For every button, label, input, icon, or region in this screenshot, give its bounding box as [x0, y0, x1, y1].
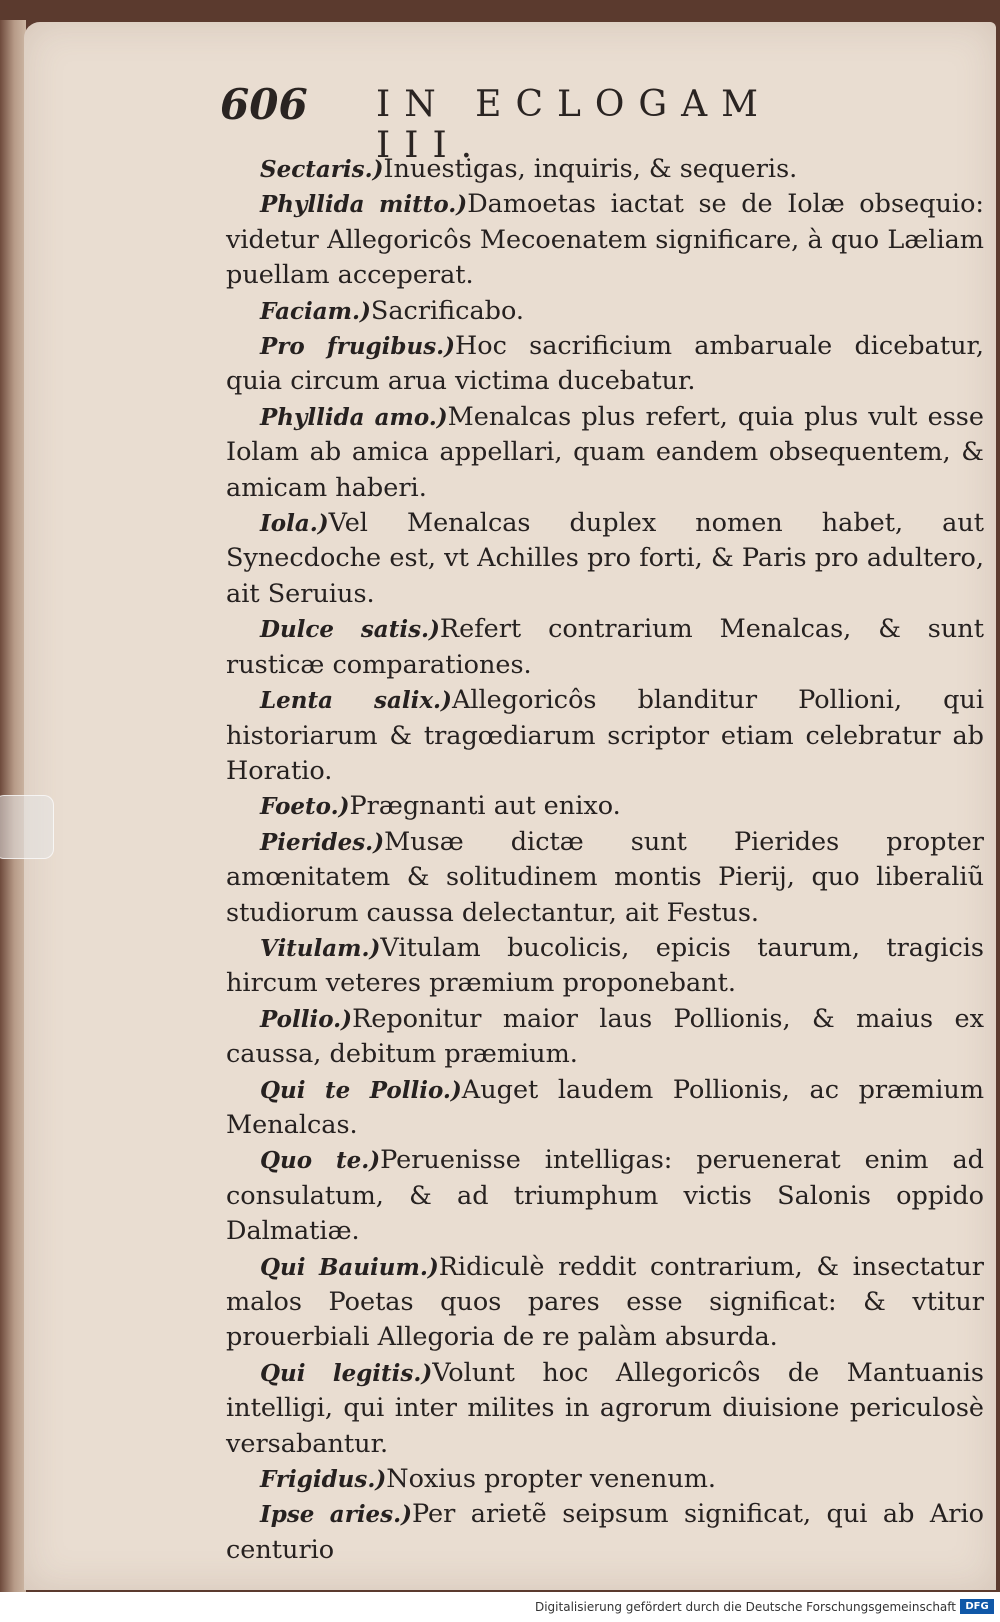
gloss: Prægnanti aut enixo. [349, 791, 621, 822]
entry [226, 329, 984, 400]
entry [226, 294, 984, 329]
gloss: Inuestigas, inquiris, & sequeris. [383, 154, 798, 184]
lemma: Iola.) [260, 510, 329, 538]
entry [226, 825, 984, 931]
entry [226, 1073, 984, 1144]
gloss: Noxius propter venenum. [386, 1464, 717, 1495]
gloss: Per arietẽ seipsum significat, qui ab Ario centurio [226, 1499, 984, 1565]
lemma: Dulce satis.) [260, 616, 440, 644]
gloss: Sacrificabo. [370, 295, 524, 326]
page-clip [0, 795, 54, 859]
entry [226, 1250, 984, 1356]
gloss: Hoc sacrificium ambaruale dicebatur, quia circum arua victima ducebatur. [226, 331, 984, 397]
gloss: Menalcas plus refert, quia plus vult esse Iolam ab amica appellari, quam eandem obsequentem, & amicam haberi. [226, 401, 984, 503]
lemma: Ipse aries.) [260, 1501, 413, 1529]
lemma: Vitulam.) [260, 934, 381, 962]
entry [226, 683, 984, 789]
entry [226, 1462, 984, 1497]
entry [226, 789, 984, 824]
running-title: IN ECLOGAM III. [376, 84, 773, 166]
lemma: Sectaris.) [260, 156, 384, 183]
funding-credit: Digitalisierung gefördert durch die Deutsche Forschungsgemeinschaft [534, 1600, 956, 1614]
gloss: Reponitur maior laus Pollionis, & maius ex caussa, debitum præmium. [226, 1003, 984, 1070]
entry [226, 152, 984, 187]
lemma: Qui Bauium.) [260, 1253, 439, 1281]
entry [226, 612, 984, 683]
gloss: Vel Menalcas duplex nomen habet, aut Synecdoche est, vt Achilles pro forti, & Paris pro adultero, ait Seruius. [226, 508, 984, 609]
gloss: Refert contrarium Menalcas, & sunt rusticæ comparationes. [226, 614, 984, 680]
dfg-logo-icon: DFG [960, 1599, 994, 1614]
entry [226, 400, 984, 506]
digitization-footer [0, 1592, 1000, 1622]
page-number: 606 [220, 80, 308, 129]
gloss: Auget laudem Pollionis, ac præmium Menalcas. [226, 1074, 984, 1140]
lemma: Quo te.) [260, 1147, 381, 1175]
page-paper [24, 22, 996, 1590]
entry [226, 1002, 984, 1073]
lemma: Foeto.) [260, 793, 350, 821]
lemma: Pollio.) [260, 1005, 353, 1033]
lemma: Phyllida mitto.) [260, 191, 468, 219]
entry [226, 1356, 984, 1462]
entry [226, 931, 984, 1002]
lemma: Pro frugibus.) [260, 333, 456, 361]
lemma: Phyllida amo.) [260, 403, 448, 431]
gloss: Volunt hoc Allegoricôs de Mantuanis intelligi, qui inter milites in agrorum diuisione periculosè versabantur. [226, 1357, 984, 1459]
commentary-text [226, 152, 984, 1568]
lemma: Qui legitis.) [260, 1359, 433, 1387]
gloss: Peruenisse intelligas: peruenerat enim ad consulatum, & ad triumphum victis Salonis oppido Dalmatiæ. [226, 1145, 984, 1247]
lemma: Qui te Pollio.) [260, 1076, 462, 1104]
entry [226, 1143, 984, 1249]
gloss: Musæ dictæ sunt Pierides propter amœnitatem & solitudinem montis Pierij, quo liberaliũ studiorum caussa delectantur, ait Festus. [226, 826, 984, 928]
gloss: Ridiculè reddit contrarium, & insectatur malos Poetas quos pares esse significat: & vtitur prouerbiali Allegoria de re palàm absurda. [226, 1251, 984, 1353]
gloss: Vitulam bucolicis, epicis taurum, tragicis hircum veteres præmium proponebant. [226, 932, 984, 999]
running-head [220, 80, 860, 166]
entry [226, 187, 984, 293]
gloss: Damoetas iactat se de Iolæ obsequio: videtur Allegoricôs Mecoenatem significare, à quo Læliam puellam acceperat. [226, 189, 985, 291]
lemma: Pierides.) [260, 828, 385, 856]
lemma: Faciam.) [260, 297, 371, 325]
entry [226, 506, 984, 612]
gloss: Allegoricôs blanditur Pollioni, qui historiarum & tragœdiarum scriptor etiam celebratur ab Horatio. [226, 685, 985, 786]
lemma: Frigidus.) [260, 1466, 387, 1494]
lemma: Lenta salix.) [260, 687, 452, 715]
entry [226, 1497, 984, 1568]
